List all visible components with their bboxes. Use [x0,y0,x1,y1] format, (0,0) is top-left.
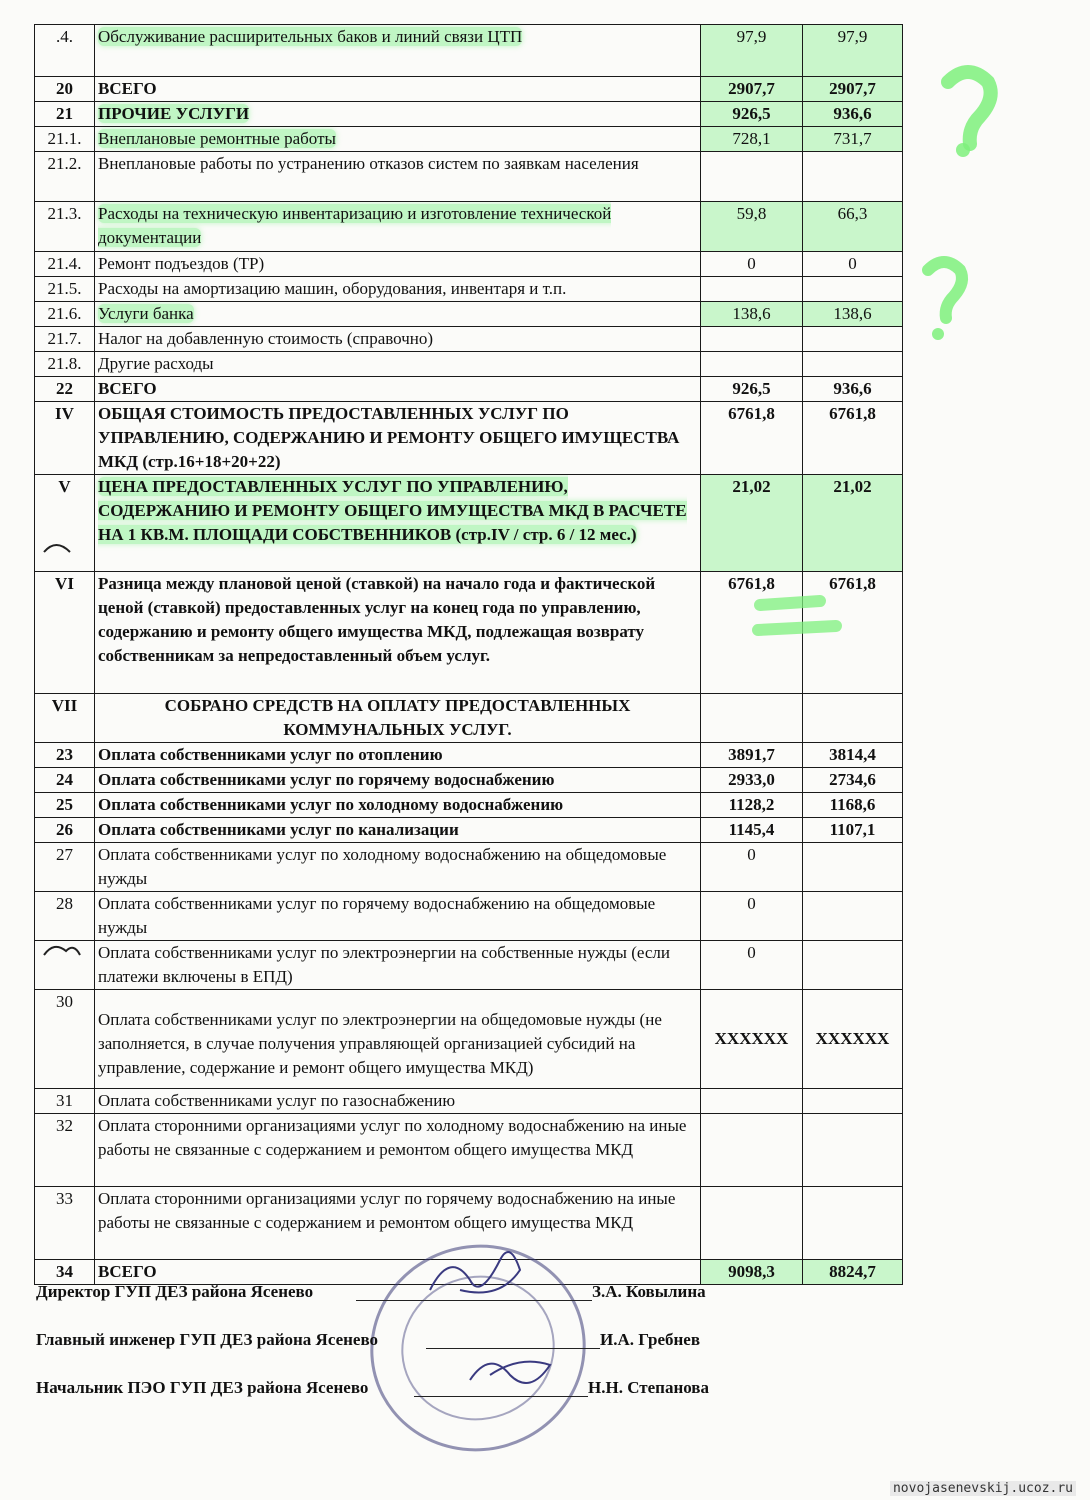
site-watermark: novojasenevskij.ucoz.ru [890,1481,1076,1496]
actual-value: 936,6 [803,102,903,127]
row-description-text: Оплата сторонними организациями услуг по горячему водоснабжению на иные работы не связанные с содержанием и ремонтом общего имущества МКД [98,1189,676,1232]
actual-value [803,694,903,743]
row-description [95,1089,701,1114]
row-description-text: Оплата собственниками услуг по холодному водоснабжению на общедомовые нужды [98,845,667,888]
question-mark-dot-2 [932,328,944,340]
row-description-text: Оплата собственниками услуг по канализации [98,820,459,839]
actual-value: 66,3 [803,202,903,252]
row-number: 26 [35,818,95,843]
plan-value: 3891,7 [701,743,803,768]
plan-value: 1128,2 [701,793,803,818]
plan-value [701,327,803,352]
table-row [35,1114,903,1187]
row-description-text: Оплата сторонними организациями услуг по холодному водоснабжению на иные работы не связанные с содержанием и ремонтом общего имущества МКД [98,1116,687,1159]
actual-value [803,152,903,202]
row-description-text: ОБЩАЯ СТОИМОСТЬ ПРЕДОСТАВЛЕННЫХ УСЛУГ ПО УПРАВЛЕНИЮ, СОДЕРЖАНИЮ И РЕМОНТУ ОБЩЕГО ИМУЩЕСТВА МКД (стр.16+18+20+22) [98,404,680,471]
actual-value: 97,9 [803,25,903,77]
table-row [35,402,903,475]
signature-rule [356,1300,592,1301]
actual-value: 8824,7 [803,1260,903,1285]
row-number [35,941,95,990]
row-number: V [35,475,95,572]
table-row [35,475,903,572]
row-description-text: ВСЕГО [98,79,157,98]
actual-value: 21,02 [803,475,903,572]
actual-value: XXXXXX [803,990,903,1089]
table-row [35,990,903,1089]
plan-value [701,277,803,302]
table-row [35,793,903,818]
plan-value [701,1114,803,1187]
table-row [35,768,903,793]
actual-value: 1168,6 [803,793,903,818]
row-description-text: Оплата собственниками услуг по газоснабжению [98,1091,456,1110]
table-row [35,572,903,694]
plan-value: 138,6 [701,302,803,327]
row-description-text: Расходы на амортизацию машин, оборудования, инвентаря и т.п. [98,279,567,298]
row-description-text: Услуги банка [98,304,194,323]
plan-value: 9098,3 [701,1260,803,1285]
row-description [95,25,701,77]
row-description-text: Оплата собственниками услуг по горячему водоснабжению [98,770,555,789]
actual-value: 2907,7 [803,77,903,102]
actual-value [803,941,903,990]
row-description-text: Внеплановые работы по устранению отказов систем по заявкам населения [98,154,639,173]
plan-value: 1145,4 [701,818,803,843]
actual-value [803,1089,903,1114]
actual-value: 936,6 [803,377,903,402]
row-number: VII [35,694,95,743]
plan-value [701,1187,803,1260]
row-number: 27 [35,843,95,892]
row-description [95,941,701,990]
actual-value: 3814,4 [803,743,903,768]
plan-value: 926,5 [701,102,803,127]
row-description-text: ВСЕГО [98,379,157,398]
row-description-text: Расходы на техническую инвентаризацию и изготовление технической документации [98,204,612,247]
plan-value [701,152,803,202]
actual-value: 2734,6 [803,768,903,793]
row-description [95,102,701,127]
row-number: 24 [35,768,95,793]
table-row [35,102,903,127]
plan-value: 2933,0 [701,768,803,793]
plan-value: 2907,7 [701,77,803,102]
row-number: 31 [35,1089,95,1114]
row-number: 21.4. [35,252,95,277]
plan-value: 0 [701,892,803,941]
table-row [35,327,903,352]
row-number: 21.3. [35,202,95,252]
row-description [95,694,701,743]
plan-value: 97,9 [701,25,803,77]
row-description-text: Оплата собственниками услуг по электроэнергии на общедомовые нужды (не заполняется, в случае получения управляющей организацией субсидий на управление, содержание и ремонт общего имущества МКД) [98,1010,662,1077]
question-mark-scribble-2 [928,262,962,318]
plan-value: 0 [701,941,803,990]
row-description [95,743,701,768]
table-row [35,352,903,377]
table-row [35,77,903,102]
plan-value: 0 [701,252,803,277]
row-description [95,77,701,102]
row-description-text: Внеплановые ремонтные работы [98,129,336,148]
report-table [34,24,903,1285]
signature-label: Начальник ПЭО ГУП ДЕЗ района Ясенево [36,1378,369,1397]
row-description [95,1114,701,1187]
row-number: 28 [35,892,95,941]
row-number: 21 [35,102,95,127]
row-number: 30 [35,990,95,1089]
actual-value [803,892,903,941]
row-description [95,202,701,252]
row-number: 22 [35,377,95,402]
table-row [35,127,903,152]
signature-label: Директор ГУП ДЕЗ района Ясенево [36,1282,314,1301]
table-row [35,941,903,990]
actual-value [803,327,903,352]
table-row [35,892,903,941]
row-description [95,572,701,694]
actual-value: 6761,8 [803,402,903,475]
table-row [35,377,903,402]
row-number: 21.7. [35,327,95,352]
row-description-text: Оплата собственниками услуг по горячему водоснабжению на общедомовые нужды [98,894,656,937]
row-number: .4. [35,25,95,77]
row-description [95,475,701,572]
row-description-text: СОБРАНО СРЕДСТВ НА ОПЛАТУ ПРЕДОСТАВЛЕННЫХ КОММУНАЛЬНЫХ УСЛУГ. [164,696,631,739]
row-description-text: Ремонт подъездов (ТР) [98,254,265,273]
table-row [35,25,903,77]
row-description [95,302,701,327]
row-number: 20 [35,77,95,102]
signature-rule [414,1396,588,1397]
signature-peo-head [36,1378,776,1426]
row-description-text: Обслуживание расширительных баков и линий связи ЦТП [98,27,523,46]
plan-value: 728,1 [701,127,803,152]
signature-name: З.А. Ковылина [592,1282,706,1301]
signature-rule [426,1348,600,1349]
row-description-text: ЦЕНА ПРЕДОСТАВЛЕННЫХ УСЛУГ ПО УПРАВЛЕНИЮ, СОДЕРЖАНИЮ И РЕМОНТУ ОБЩЕГО ИМУЩЕСТВА МКД В РАСЧЕТЕ НА 1 КВ.М. ПЛОЩАДИ СОБСТВЕННИКОВ (стр.IV / стр. 6 / 12 мес.) [98,477,687,544]
plan-value [701,1089,803,1114]
row-description-text: ПРОЧИЕ УСЛУГИ [98,104,250,123]
row-number: 21.2. [35,152,95,202]
row-number: 32 [35,1114,95,1187]
row-number: 21.5. [35,277,95,302]
row-description [95,402,701,475]
row-description-text: Разница между плановой ценой (ставкой) на начало года и фактической ценой (ставкой) предоставленных услуг на конец года по управлению, содержанию и ремонту общего имущества МКД, подлежащая возврату собственникам за непредоставленный объем услуг. [98,574,656,665]
table-row [35,252,903,277]
row-number: VI [35,572,95,694]
table-row [35,152,903,202]
row-number: 21.6. [35,302,95,327]
row-description [95,127,701,152]
signature-name: И.А. Гребнев [600,1330,701,1349]
row-description [95,327,701,352]
row-description-text: Оплата собственниками услуг по отоплению [98,745,443,764]
row-number: 34 [35,1260,95,1285]
row-description-text: Другие расходы [98,354,214,373]
table-row [35,843,903,892]
actual-value: 6761,8 [803,572,903,694]
signature-chief-engineer [36,1330,776,1378]
plan-value: 926,5 [701,377,803,402]
row-description-text: Оплата собственниками услуг по холодному водоснабжению [98,795,564,814]
plan-value: 6761,8 [701,572,803,694]
signature-director [36,1282,776,1330]
row-number: 21.8. [35,352,95,377]
table-row [35,1089,903,1114]
table-row [35,302,903,327]
actual-value: 0 [803,252,903,277]
row-description [95,252,701,277]
actual-value [803,1187,903,1260]
signature-name: Н.Н. Степанова [588,1378,709,1397]
row-description [95,892,701,941]
actual-value [803,352,903,377]
row-number: IV [35,402,95,475]
row-number: 21.1. [35,127,95,152]
row-description [95,377,701,402]
plan-value: 21,02 [701,475,803,572]
row-description [95,793,701,818]
row-description [95,152,701,202]
table-row [35,694,903,743]
row-description [95,1187,701,1260]
row-number: 25 [35,793,95,818]
question-mark-scribble-1 [948,72,991,144]
plan-value: 0 [701,843,803,892]
signature-block [36,1282,776,1426]
actual-value: 731,7 [803,127,903,152]
question-mark-dot-1 [956,143,970,157]
plan-value: 6761,8 [701,402,803,475]
row-number: 23 [35,743,95,768]
plan-value: XXXXXX [701,990,803,1089]
actual-value: 1107,1 [803,818,903,843]
signature-label: Главный инженер ГУП ДЕЗ района Ясенево [36,1330,379,1349]
plan-value [701,352,803,377]
row-description [95,990,701,1089]
row-number: 33 [35,1187,95,1260]
row-description [95,843,701,892]
plan-value [701,694,803,743]
actual-value: 138,6 [803,302,903,327]
actual-value [803,277,903,302]
row-description-text: Налог на добавленную стоимость (справочно) [98,329,434,348]
row-description [95,768,701,793]
table-row [35,277,903,302]
table-row [35,818,903,843]
row-description-text: Оплата собственниками услуг по электроэнергии на собственные нужды (если платежи включены в ЕПД) [98,943,670,986]
actual-value [803,1114,903,1187]
row-description [95,277,701,302]
row-description [95,352,701,377]
row-description [95,818,701,843]
table-row [35,743,903,768]
actual-value [803,843,903,892]
table-row [35,202,903,252]
plan-value: 59,8 [701,202,803,252]
row-description-text: ВСЕГО [98,1262,157,1281]
